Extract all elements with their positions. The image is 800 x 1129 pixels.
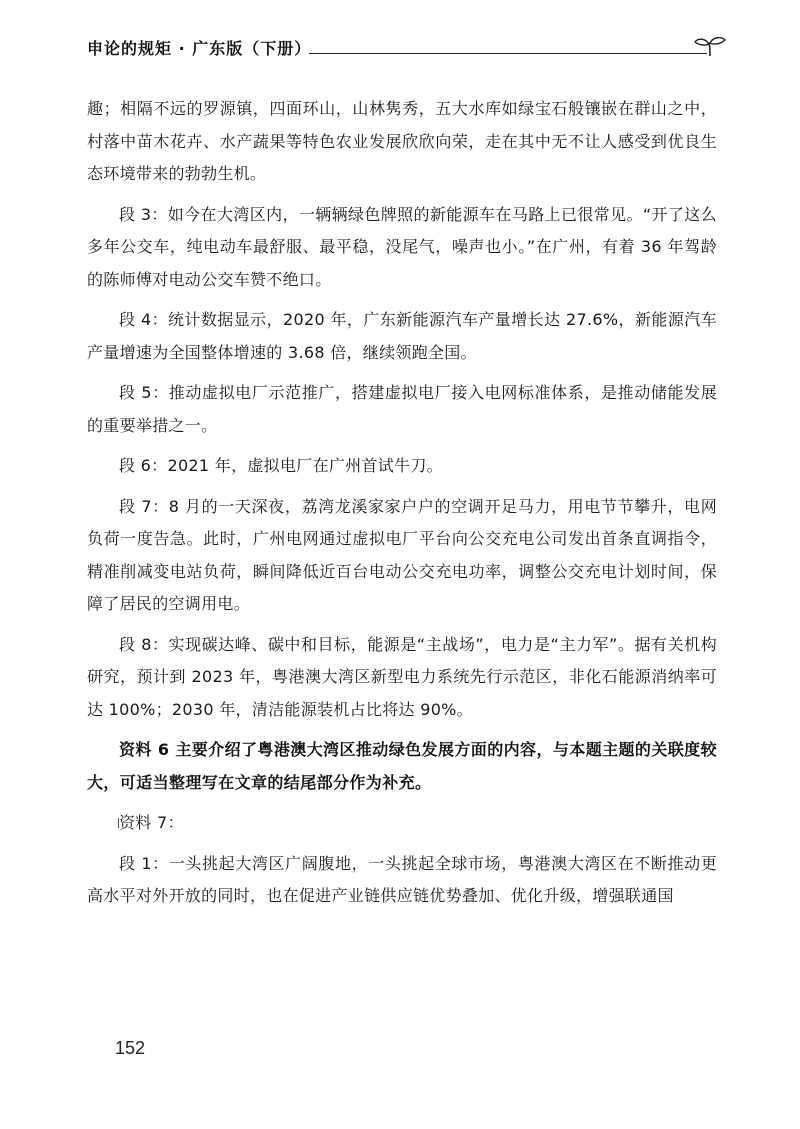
paragraph-4: 段 4：统计数据显示，2020 年，广东新能源汽车产量增长达 27.6%，新能源汽车产量增速为全国整体增速的 3.68 倍，继续领跑全国。 xyxy=(87,310,717,362)
sprout-icon xyxy=(693,34,727,58)
margin-mark xyxy=(118,818,122,828)
paragraph-material-7-1: 段 1：一头挑起大湾区广阔腹地，一头挑起全球市场，粤港澳大湾区在不断推动更高水平对外开放的同时，也在促进产业链供应链优势叠加、优化升级，增强联通国 xyxy=(87,853,717,905)
running-header xyxy=(87,34,727,64)
body-text xyxy=(87,93,717,921)
book-title: 申论的规矩 · 广东版（下册） xyxy=(87,39,312,58)
section-label: 资料 7： xyxy=(119,813,184,832)
paragraph-7: 段 7：8 月的一天深夜，荔湾龙溪家家户户的空调开足马力，用电节节攀升，电网负荷一度告急。此时，广州电网通过虚拟电厂平台向公交充电公司发出首条直调指令，精准削减变电站负荷，瞬间降低近百台电动公交充电功率，调整公交充电计划时间，保障了居民的空调用电。 xyxy=(87,496,717,613)
paragraph-6: 段 6：2021 年，虚拟电厂在广州首试牛刀。 xyxy=(119,456,443,475)
paragraph-continued: 趣；相隔不远的罗源镇，四面环山，山林隽秀，五大水库如绿宝石般镶嵌在群山之中，村落中苗木花卉、水产蔬果等特色农业发展欣欣向荣，走在其中无不让人感受到优良生态环境带来的勃勃生机。 xyxy=(87,99,717,183)
paragraph-3: 段 3：如今在大湾区内，一辆辆绿色牌照的新能源车在马路上已很常见。“开了这么多年公交车，纯电动车最舒服、最平稳，没尾气，噪声也小。”在广州，有着 36 年驾龄的陈师傅对电动公交车赞不绝口。 xyxy=(87,204,717,289)
commentary-note: 资料 6 主要介绍了粤港澳大湾区推动绿色发展方面的内容，与本题主题的关联度较大，可适当整理写在文章的结尾部分作为补充。 xyxy=(87,740,717,792)
header-rule xyxy=(309,53,707,54)
paragraph-5: 段 5：推动虚拟电厂示范推广，搭建虚拟电厂接入电网标准体系，是推动储能发展的重要举措之一。 xyxy=(87,383,717,435)
paragraph-8: 段 8：实现碳达峰、碳中和目标，能源是“主战场”，电力是“主力军”。据有关机构研究，预计到 2023 年，粤港澳大湾区新型电力系统先行示范区，非化石能源消纳率可达 100%；2030 年，清洁能源装机占比将达 90%。 xyxy=(87,634,717,719)
page-number: 152 xyxy=(115,1038,146,1058)
